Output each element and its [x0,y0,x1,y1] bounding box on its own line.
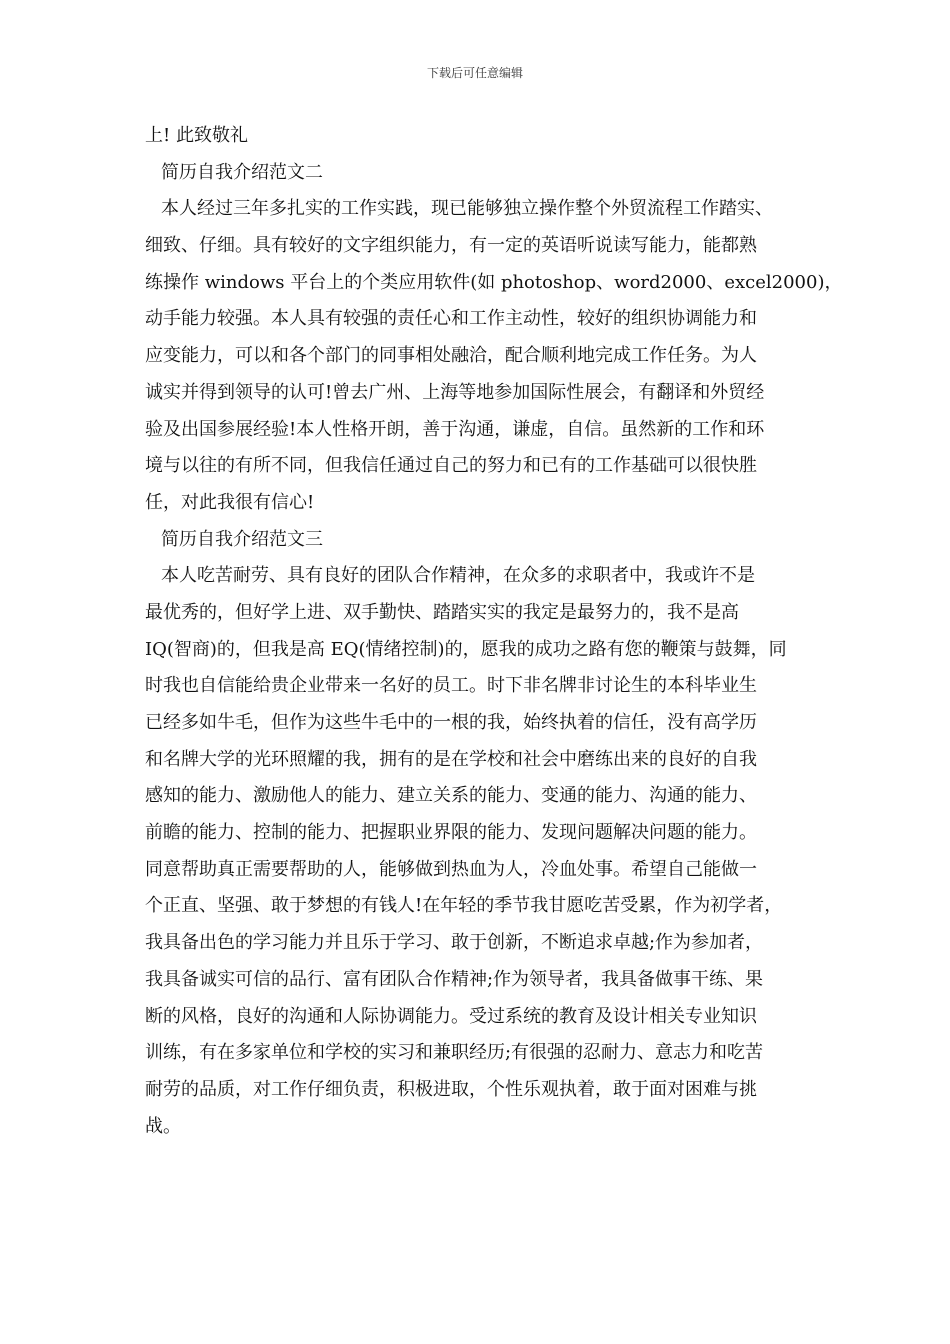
page-header: 下载后可任意编辑 [426,66,523,80]
paragraph-line: IQ(智商)的，但我是高 EQ(情绪控制)的，愿我的成功之路有您的鞭策与鼓舞，同 [145,638,787,660]
paragraph-line: 练操作 windows 平台上的个类应用软件(如 photoshop、word2000、excel2000)， [145,271,843,293]
paragraph-line: 个正直、坚强、敢于梦想的有钱人!在年轻的季节我甘愿吃苦受累，作为初学者， [145,895,783,917]
paragraph-line: 细致、仔细。具有较好的文字组织能力，有一定的英语听说读写能力，能都熟 [145,235,757,257]
section-heading: 简历自我介绍范文二 [161,161,323,183]
paragraph-line: 断的风格，良好的沟通和人际协调能力。受过系统的教育及设计相关专业知识 [145,1005,757,1027]
paragraph-line: 和名牌大学的光环照耀的我，拥有的是在学校和社会中磨练出来的良好的自我 [145,748,757,770]
paragraph-line: 前瞻的能力、控制的能力、把握职业界限的能力、发现问题解决问题的能力。 [145,822,757,844]
paragraph-line: 最优秀的，但好学上进、双手勤快、踏踏实实的我定是最努力的，我不是高 [145,601,739,623]
paragraph-line: 验及出国参展经验!本人性格开朗，善于沟通，谦虚，自信。虽然新的工作和环 [145,418,765,440]
paragraph-line: 已经多如牛毛，但作为这些牛毛中的一根的我，始终执着的信任，没有高学历 [145,712,757,733]
paragraph-line: 感知的能力、激励他人的能力、建立关系的能力、变通的能力、沟通的能力、 [145,785,757,807]
paragraph-line: 诚实并得到领导的认可!曾去广州、上海等地参加国际性展会，有翻译和外贸经 [145,381,765,403]
paragraph-line: 任，对此我很有信心! [145,491,315,513]
paragraph-line: 我具备诚实可信的品行、富有团队合作精神;作为领导者，我具备做事干练、果 [145,968,764,990]
section-heading: 简历自我介绍范文三 [161,528,323,550]
document-body [145,118,843,1145]
paragraph-line: 本人吃苦耐劳、具有良好的团队合作精神，在众多的求职者中，我或许不是 [161,565,755,587]
paragraph-line: 战。 [145,1115,181,1137]
paragraph-line: 我具备出色的学习能力并且乐于学习、敢于创新，不断追求卓越;作为参加者， [145,932,764,954]
paragraph-line: 同意帮助真正需要帮助的人，能够做到热血为人，冷血处事。希望自己能做一 [145,858,757,880]
paragraph-line: 时我也自信能给贵企业带来一名好的员工。时下非名牌非讨论生的本科毕业生 [145,675,757,697]
paragraph-line: 本人经过三年多扎实的工作实践，现已能够独立操作整个外贸流程工作踏实、 [161,198,773,220]
paragraph-line: 动手能力较强。本人具有较强的责任心和工作主动性，较好的组织协调能力和 [145,308,757,330]
paragraph-line: 境与以往的有所不同，但我信任通过自己的努力和已有的工作基础可以很快胜 [145,455,757,477]
paragraph-line: 耐劳的品质，对工作仔细负责，积极进取，个性乐观执着，敢于面对困难与挑 [145,1078,757,1100]
paragraph-line: 训练，有在多家单位和学校的实习和兼职经历;有很强的忍耐力、意志力和吃苦 [145,1042,764,1064]
paragraph-line: 应变能力，可以和各个部门的同事相处融洽，配合顺利地完成工作任务。为人 [145,345,757,367]
paragraph-line: 上! 此致敬礼 [145,125,248,146]
